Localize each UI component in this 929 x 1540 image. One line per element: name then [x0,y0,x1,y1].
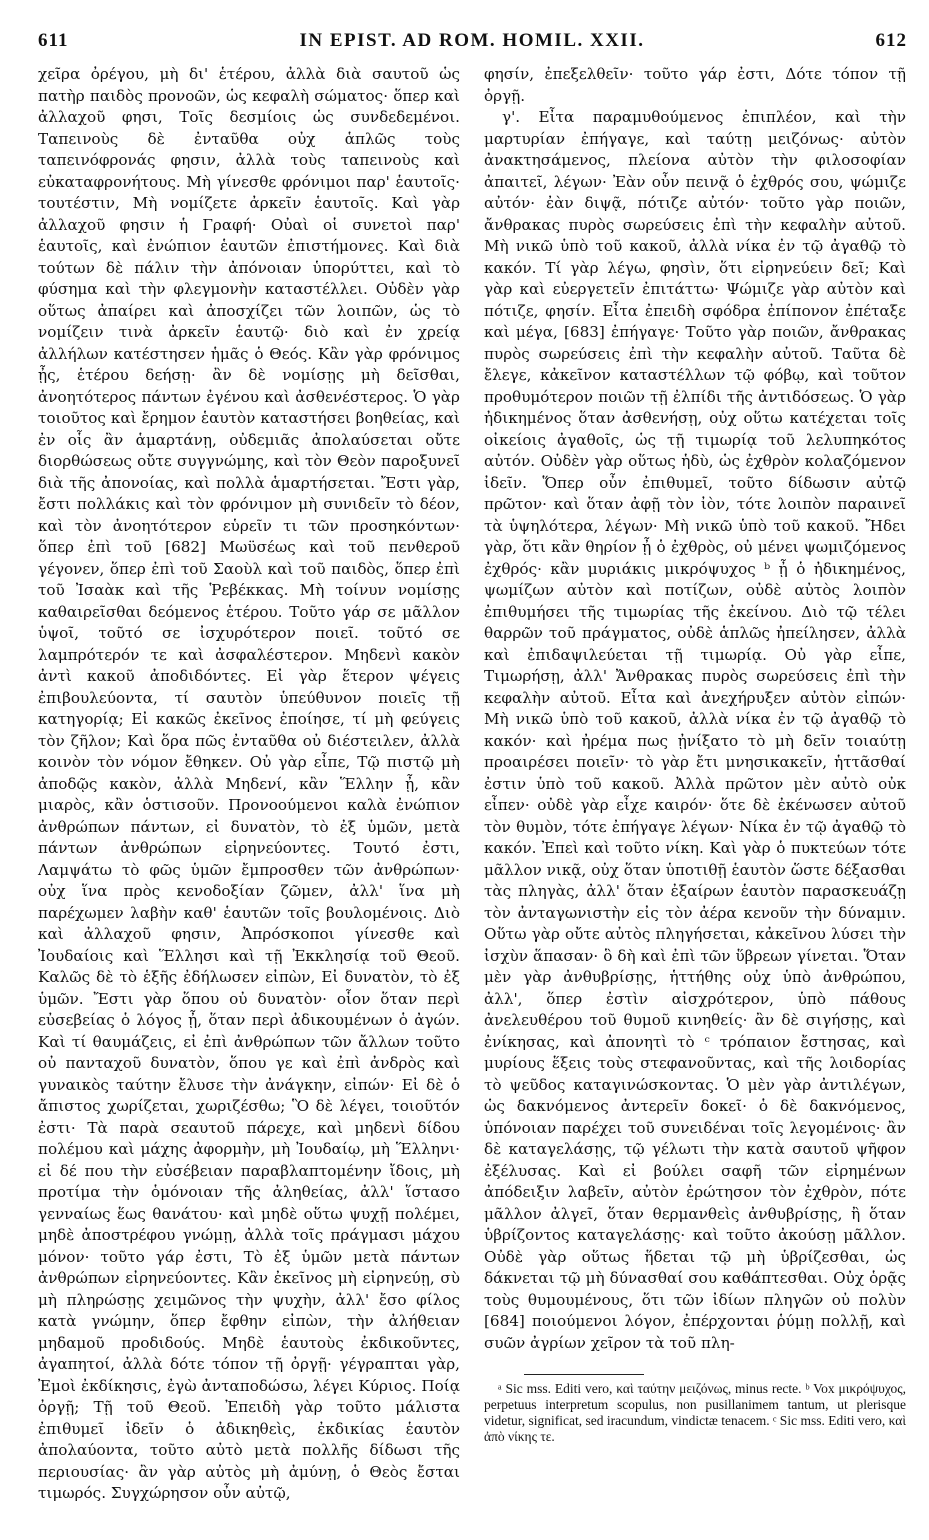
right-page-number: 612 [875,30,907,51]
footnotes [484,1381,906,1445]
left-column [38,64,460,1505]
footnote-rule [524,1374,644,1375]
right-paragraph: γ'. Εἶτα παραμυθούμενος ἐπιπλέον, καὶ τὴν μαρτυρίαν ἐπήγαγε, καὶ ταύτῃ μειζόνως· αὐτὸν ἀνακτησάμενος, πλείονα αὐτὸν τὴν φιλοσοφίαν ἀπαιτεῖ, λέγων· Ἐὰν οὖν πεινᾷ ὁ ἐχθρός σου, ψώμιζε αὐτόν· ἐὰν διψᾷ, πότιζε αὐτόν· τοῦτο γὰρ ποιῶν, ἄνθρακας πυρὸς σωρεύσεις ἐπὶ τὴν κεφαλὴν αὐτοῦ. Μὴ νικῶ ὑπὸ τοῦ κακοῦ, ἀλλὰ νίκα ἐν τῷ ἀγαθῷ τὸ κακόν. Τί γὰρ λέγω, φησὶν, ὅτι εἰρηνεύειν δεῖ; Καὶ γὰρ καὶ εὐεργετεῖν ἐπιτάττω· Ψώμιζε γὰρ αὐτὸν καὶ πότιζε, φησίν. Εἶτα ἐπειδὴ σφόδρα ἐπίπονον ἐπέταξε καὶ μέγα, [683] ἐπήγαγε· Τοῦτο γὰρ ποιῶν, ἄνθρακας πυρὸς σωρεύσεις ἐπὶ τὴν κεφαλὴν αὐτοῦ. Ταῦτα δὲ ἔλεγε, κἀκεῖνον καταστέλλων τῷ φόβῳ, καὶ τοῦτον προθυμότερον ποιῶν τῇ ἐλπίδι τῆς ἀντιδόσεως. Ὁ γὰρ ἠδικημένος ὅταν ἀσθενήσῃ, οὐχ οὕτω κατέχεται τοῖς οἰκείοις ἀγαθοῖς, ὡς τῇ τιμωρίᾳ τοῦ λελυπηκότος αὐτόν. Οὐδὲν γὰρ οὕτως ἡδὺ, ὡς ἐχθρὸν κολαζόμενον ἰδεῖν. Ὅπερ οὖν ἐπιθυμεῖ, τοῦτο δίδωσιν αὐτῷ πρῶτον· καὶ ὅταν ἀφῇ τὸν ἰὸν, τότε λοιπὸν παραινεῖ τὰ ὑψηλότερα, λέγων· Μὴ νικῶ ὑπὸ τοῦ κακοῦ. Ἤδει γὰρ, ὅτι κἂν θηρίον ᾖ ὁ ἐχθρὸς, οὐ μένει ψωμιζόμενος ἐχθρός· κἂν μυριάκις μικρόψυχος ᵇ ᾖ ὁ ἠδικημένος, ψωμίζων αὐτὸν καὶ ποτίζων, οὐδὲ αὐτὸς λοιπὸν ἐπιθυμήσει τῆς τιμωρίας τῆς ἐκείνου. Διὸ τῷ τέλει θαρρῶν τοῦ πράγματος, οὐδὲ ἁπλῶς ἠπείλησεν, ἀλλὰ καὶ ἐπιδαψιλεύεται τῇ τιμωρίᾳ. Οὐ γὰρ εἶπε, Τιμωρήσῃ, ἀλλ' Ἄνθρακας πυρὸς σωρεύσεις ἐπὶ τὴν κεφαλὴν αὐτοῦ. Εἶτα καὶ ἀνεχήρυξεν αὐτὸν εἰπών· Μὴ νικῶ ὑπὸ τοῦ κακοῦ, ἀλλὰ νίκα ἐν τῷ ἀγαθῷ τὸ κακόν· καὶ ἠρέμα πως ᾐνίξατο τὸ μὴ δεῖν τοιαύτῃ προαιρέσει ποιεῖν· τὸ γὰρ ἔτι μνησικακεῖν, ἡττᾶσθαί ἐστιν ὑπὸ τοῦ κακοῦ. Ἀλλὰ πρῶτον μὲν αὐτὸ οὐκ εἶπεν· οὐδὲ γὰρ εἶχε καιρόν· ὅτε δὲ ἐκένωσεν αὐτοῦ τὸν θυμὸν, τότε ἐπήγαγε λέγων· Νίκα ἐν τῷ ἀγαθῷ τὸ κακόν. Ἐπεὶ καὶ τοῦτο νίκη. Καὶ γὰρ ὁ πυκτεύων τότε μᾶλλον νικᾷ, οὐχ ὅταν ὑποτιθῇ ἑαυτὸν ὥστε δέξασθαι τὰς πληγὰς, ἀλλ' ὅταν ἐξαίρων ἑαυτὸν παρασκευάζῃ τὸν ἀνταγωνιστὴν εἰς τὸν ἀέρα κενοῦν τὴν δύναμιν. Οὕτω γὰρ οὔτε αὐτὸς πληγήσεται, κἀκεῖνου λύσει τὴν ἰσχὺν ἅπασαν· ὃ δὴ καὶ ἐπὶ τῶν ὕβρεων γίνεται. Ὅταν μὲν γὰρ ἀνθυβρίσῃς, ἡττήθης οὐχ ὑπὸ ἀνθρώπου, ἀλλ', ὅπερ ἐστὶν αἰσχρότερον, ὑπὸ πάθους ἀνελευθέρου τοῦ θυμοῦ κινηθείς· ἂν δὲ σιγήσῃς, καὶ ἐνίκησας, καὶ ἀπονητὶ τὸ ᶜ τρόπαιον ἔστησας, καὶ μυρίους ἕξεις τοὺς στεφανοῦντας, καὶ τῆς λοιδορίας τὸ ψεῦδος καταγινώσκοντας. Ὁ μὲν γὰρ ἀντιλέγων, ὡς δακνόμενος ἀντερεῖν δοκεῖ· ὁ δὲ δακνόμενος, ὑπόνοιαν παρέχει τοῦ συνειδέναι τοῖς λεγομένοις· ἂν δὲ καταγελάσῃς, τῷ γέλωτι τὴν κατὰ σαυτοῦ ψῆφον ἐξέλυσας. Καὶ εἰ βούλει σαφῆ τῶν εἰρημένων ἀπόδειξιν λαβεῖν, αὐτὸν ἐρώτησον τὸν ἐχθρὸν, πότε μᾶλλον ἀλγεῖ, ὅταν θερμανθεὶς ἀνθυβρίσῃς, ἢ ὅταν ὑβρίζοντος καταγελάσῃς· καὶ τοῦτο ἀκούσῃ μᾶλλον. Οὐδὲ γὰρ οὕτως ἥδεται τῷ μὴ ὑβρίζεσθαι, ὡς δάκνεται τῷ μὴ δύνασθαί σου καθάπτεσθαι. Οὐχ ὁρᾷς τοὺς θυμουμένους, ὅτι τῶν ἰδίων πληγῶν οὐ πολὺν [684] ποιούμενοι λόγον, ἐπέρχονται ῥύμῃ πολλῇ, καὶ συῶν ἀγρίων χεῖρον τὰ τοῦ πλη- [484,108,906,1352]
right-paragraph: φησίν, ἐπεξελθεῖν· τοῦτο γάρ ἐστι, Δότε τόπον τῇ ὀργῇ. [484,65,906,105]
right-column [484,64,906,1505]
running-header [38,30,907,56]
left-paragraph: χεῖρα ὀρέγου, μὴ δι' ἑτέρου, ἀλλὰ διὰ σαυτοῦ ὡς πατὴρ παιδὸς προνοῶν, ὡς κεφαλὴ σώματος· ὅπερ καὶ ἀλλαχοῦ φησι, Τοῖς δεσμίοις ὡς συνδεδεμένοι. Ταπεινοὺς δὲ ἐνταῦθα οὐχ ἁπλῶς τοὺς ταπεινόφρονάς φησιν, ἀλλὰ τοὺς ταπεινοὺς καὶ εὐκαταφρονήτους. Μὴ γίνεσθε φρόνιμοι παρ' ἑαυτοῖς· τουτέστιν, Μὴ νομίζετε ἀρκεῖν ἑαυτοῖς. Καὶ γὰρ ἀλλαχοῦ φησιν ἡ Γραφή· Οὐαὶ οἱ συνετοὶ παρ' ἑαυτοῖς, καὶ ἐνώπιον ἑαυτῶν ἐπιστήμονες. Καὶ διὰ τούτων δὲ πάλιν τὴν ἀπόνοιαν ὑπορύττει, καὶ τὸ φύσημα καὶ τὴν φλεγμονὴν καταστέλλει. Οὐδὲν γὰρ οὕτως ἀπαίρει καὶ ἀποσχίζει τῶν λοιπῶν, ὡς τὸ νομίζειν τινὰ ἀρκεῖν ἑαυτῷ· διὸ καὶ ἐν χρείᾳ ἀλλήλων κατέστησεν ἡμᾶς ὁ Θεός. Κἂν γὰρ φρόνιμος ᾖς, ἑτέρου δεήσῃ· ἂν δὲ νομίσῃς μὴ δεῖσθαι, ἀνοητότερος πάντων ἐγένου καὶ ἀσθενέστερος. Ὁ γὰρ τοιοῦτος καὶ ἔρημον ἑαυτὸν καταστήσει βοηθείας, καὶ ἐν οἷς ἂν ἁμαρτάνῃ, οὐδεμιᾶς ἀπολαύσεται οὔτε διορθώσεως οὔτε συγγνώμης, καὶ τὸν Θεὸν παροξυνεῖ διὰ τῆς ἀπονοίας, καὶ πολλὰ ἁμαρτήσεται. Ἔστι γὰρ, ἔστι πολλάκις καὶ τὸν φρόνιμον μὴ συνιδεῖν τὸ δέον, καὶ τὸν ἀνοητότερον εὑρεῖν τι τῶν προσηκόντων· ὅπερ ἐπὶ τοῦ [682] Μωϋσέως καὶ τοῦ πενθεροῦ γέγονεν, ὅπερ ἐπὶ τοῦ Σαοὺλ καὶ τοῦ παιδὸς, ὅπερ ἐπὶ τοῦ Ἰσαὰκ καὶ τῆς Ῥεβέκκας. Μὴ τοίνυν νομίσῃς καθαιρεῖσθαι δεόμενος ἑτέρου. Τοῦτο γάρ σε μᾶλλον ὑψοῖ, τοῦτό σε ἰσχυρότερον ποιεῖ. τοῦτό σε λαμπρότερόν τε καὶ ἀσφαλέστερον. Μηδενὶ κακὸν ἀντὶ κακοῦ ἀποδιδόντες. Εἰ γὰρ ἕτερον ψέγεις ἐπιβουλεύοντα, τί σαυτὸν ὑπεύθυνον ποιεῖς τῇ κατηγορίᾳ; Εἰ κακῶς ἐκεῖνος ἐποίησε, τί μὴ φεύγεις τὸν ζῆλον; Καὶ ὅρα πῶς ἐνταῦθα οὐ διέστειλεν, ἀλλὰ κοινὸν τὸν νόμον ἔθηκεν. Οὐ γὰρ εἶπε, Τῷ πιστῷ μὴ ἀποδῷς κακὸν, ἀλλὰ Μηδενί, κἂν Ἕλλην ᾖ, κἂν μιαρὸς, κἂν ὁστισοῦν. Προνοούμενοι καλὰ ἐνώπιον ἀνθρώπων πάντων, εἰ δυνατὸν, τὸ ἐξ ὑμῶν, μετὰ πάντων ἀνθρώπων εἰρηνεύοντες. Τουτό ἐστι, Λαμψάτω τὸ φῶς ὑμῶν ἔμπροσθεν τῶν ἀνθρώπων· οὐχ ἵνα πρὸς κενοδοξίαν ζῶμεν, ἀλλ' ἵνα μὴ παρέχωμεν λαβὴν καθ' ἑαυτῶν τοῖς βουλομένοις. Διὸ καὶ ἀλλαχοῦ φησιν, Ἀπρόσκοποι γίνεσθε καὶ Ἰουδαίοις καὶ Ἕλλησι καὶ τῇ Ἐκκλησίᾳ τοῦ Θεοῦ. Καλῶς δὲ τὸ ἑξῆς ἐδήλωσεν εἰπὼν, Εἰ δυνατὸν, τὸ ἐξ ὑμῶν. Ἔστι γὰρ ὅπου οὐ δυνατὸν· οἷον ὅταν περὶ εὐσεβείας ὁ λόγος ᾖ, ὅταν περὶ ἀδικουμένων ὁ ἀγών. Καὶ τί θαυμάζεις, εἰ ἐπὶ ἀνθρώπων τῶν ἄλλων τοῦτο οὐ πανταχοῦ δυνατὸν, ὅπου γε καὶ ἐπὶ ἀνδρὸς καὶ γυναικὸς ταύτην ἔλυσε τὴν ἀνάγκην, εἰπών· Εἰ δὲ ὁ ἄπιστος χωρίζεται, χωριζέσθω; Ὃ δὲ λέγει, τοιοῦτόν ἐστι· Τὰ παρὰ σεαυτοῦ πάρεχε, καὶ μηδενὶ δίδου πολέμου καὶ μάχης ἀφορμὴν, μὴ Ἰουδαίῳ, μὴ Ἕλληνι· εἰ δέ που τὴν εὐσέβειαν παραβλαπτομένην ἴδοις, μὴ προτίμα τὴν ὁμόνοιαν τῆς ἀληθείας, ἀλλ' ἵστασο γενναίως ἕως θανάτου· καὶ μηδὲ οὕτω ψυχῇ πολέμει, μηδὲ ἀποστρέφου γνώμῃ, ἀλλὰ τοῖς πράγμασι μάχου μόνον· τοῦτο γάρ ἐστι, Τὸ ἐξ ὑμῶν μετὰ πάντων ἀνθρώπων εἰρηνεύοντες. Κἂν ἐκεῖνος μὴ εἰρηνεύῃ, σὺ μὴ πληρώσῃς χειμῶνος τὴν ψυχὴν, ἀλλ' ἔσο φίλος κατὰ γνώμην, ὅπερ ἔφθην εἰπὼν, τὴν ἀλήθειαν μηδαμοῦ προδιδούς. Μηδὲ ἑαυτοὺς ἐκδικοῦντες, ἀγαπητοί, ἀλλὰ δότε τόπον τῇ ὀργῇ· γέγραπται γὰρ, Ἐμοὶ ἐκδίκησις, ἐγὼ ἀνταποδώσω, λέγει Κύριος. Ποίᾳ ὀργῇ; Τῇ τοῦ Θεοῦ. Ἐπειδὴ γὰρ τοῦτο μάλιστα ἐπιθυμεῖ ἰδεῖν ὁ ἀδικηθεὶς, ἐκδικίας ἑαυτὸν ἀπολαύοντα, τοῦτο αὐτὸ μετὰ πολλῆς δίδωσι τῆς περιουσίας· ἂν γὰρ αὐτὸς μὴ ἀμύνῃ, ὁ Θεὸς ἔσται τιμωρός. Συγχώρησον οὖν αὐτῷ, [38,65,460,1502]
running-title: IN EPIST. AD ROM. HOMIL. XXII. [299,30,645,51]
left-page-number: 611 [38,30,69,51]
text-columns [38,64,907,1505]
footnote: ᵃ Sic mss. Editi vero, καὶ ταύτην μειζόνως, minus recte. ᵇ Vox μικρόψυχος, perpetuus interpretum scopulus, non pusillanimem tantum, ut plerisque videtur, significat, sed iracundum, vindictæ tenacem. ᶜ Sic mss. Editi vero, καὶ ἀπὸ νίκης τε. [484,1381,906,1444]
